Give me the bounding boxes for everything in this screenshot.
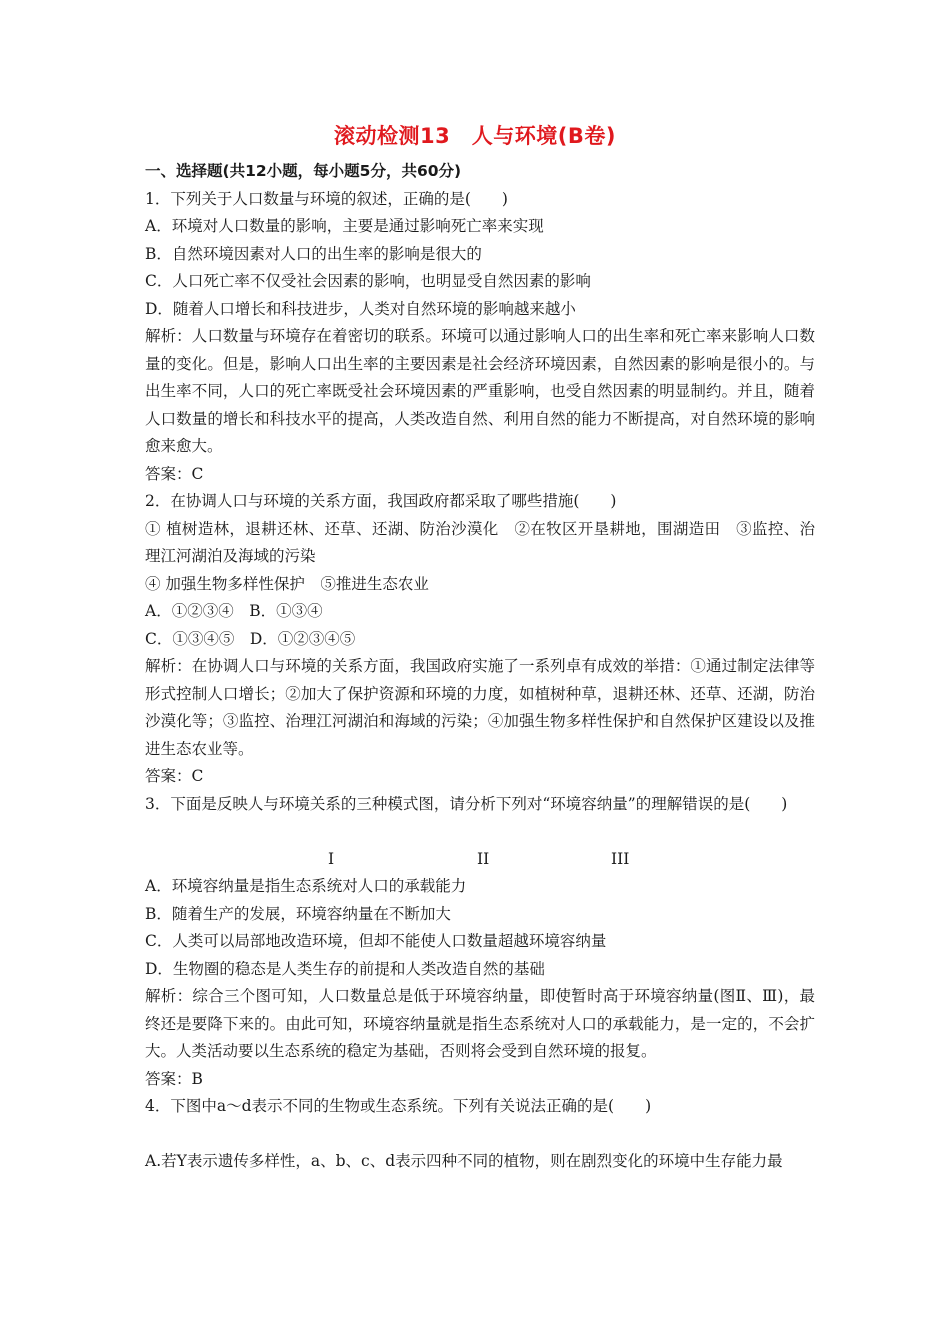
question-3-answer: 答案：B <box>145 1069 203 1088</box>
question-1-analysis: 解析：人口数量与环境存在着密切的联系。环境可以通过影响人口的出生率和死亡率来影响人口数量的变化。但是，影响人口出生率的主要因素是社会经济环境因素，自然因素的影响是很小的。与出生率不同，人口的死亡率既受社会环境因素的严重影响，也受自然因素的明显制约。并且，随着人口数量的增长和科技水平的提高，人类改造自然、利用自然的能力不断提高，对自然环境的影响愈来愈大。 <box>145 327 815 455</box>
question-2-option-cd: C．①③④⑤ D．①②③④⑤ <box>145 629 356 648</box>
question-3-stem: 3．下面是反映人与环境关系的三种模式图，请分析下列对“环境容纳量”的理解错误的是( ) <box>145 794 788 813</box>
question-4-stem: 4．下图中a～d表示不同的生物或生态系统。下列有关说法正确的是( ) <box>145 1097 652 1115</box>
question-1-answer: 答案：C <box>145 464 204 483</box>
page-title: 滚动检测13 人与环境(B卷) <box>334 124 616 148</box>
question-2-answer: 答案：C <box>145 767 204 785</box>
question-1-option-d: D．随着人口增长和科技进步，人类对自然环境的影响越来越小 <box>145 299 576 318</box>
question-3-option-d: D．生物圈的稳态是人类生存的前提和人类改造自然的基础 <box>145 959 545 978</box>
question-2-option-ab: A．①②③④ B．①③④ <box>145 602 323 620</box>
question-1-option-c: C．人口死亡率不仅受社会因素的影响，也明显受自然因素的影响 <box>145 272 591 290</box>
question-3-option-a: A．环境容纳量是指生态系统对人口的承载能力 <box>145 877 467 895</box>
question-4-option-a: A.若Y表示遗传多样性，a、b、c、d表示四种不同的植物，则在剧烈变化的环境中生存能力最 <box>145 1152 783 1170</box>
question-3-option-c: C．人类可以局部地改造环境，但却不能使人口数量超越环境容纳量 <box>145 932 607 950</box>
figure-labels-row <box>145 846 815 874</box>
figure-label-2: II <box>477 849 490 868</box>
question-2-stem: 2．在协调人口与环境的关系方面，我国政府都采取了哪些措施( ) <box>145 492 617 510</box>
question-3-analysis: 解析：综合三个图可知，人口数量总是低于环境容纳量，即使暂时高于环境容纳量(图Ⅱ、Ⅲ)，最终还是要降下来的。由此可知，环境容纳量就是指生态系统对人口的承载能力，是一定的，不会扩大。人类活动要以生态系统的稳定为基础，否则将会受到自然环境的报复。 <box>145 987 815 1060</box>
figure-label-1: I <box>328 849 335 868</box>
figure-space <box>145 1121 815 1149</box>
figure-label-3: III <box>611 849 630 868</box>
document-body <box>145 158 815 1176</box>
question-1-option-b: B．自然环境因素对人口的出生率的影响是很大的 <box>145 244 482 263</box>
section-heading: 一、选择题(共12小题，每小题5分，共60分) <box>145 162 462 180</box>
question-2-items-1: ① 植树造林，退耕还林、还草、还湖、防治沙漠化 ②在牧区开垦耕地，围湖造田 ③监控、治理江河湖泊及海域的污染 <box>145 519 815 565</box>
question-2-analysis: 解析：在协调人口与环境的关系方面，我国政府实施了一系列卓有成效的举措：①通过制定法律等形式控制人口增长；②加大了保护资源和环境的力度，如植树种草，退耕还林、还草、还湖，防治沙漠化等；③监控、治理江河湖泊和海域的污染；④加强生物多样性保护和自然保护区建设以及推进生态农业等。 <box>145 657 815 758</box>
question-2-items-2: ④ 加强生物多样性保护 ⑤推进生态农业 <box>145 574 429 593</box>
question-1-stem: 1．下列关于人口数量与环境的叙述，正确的是( ) <box>145 189 508 208</box>
question-1-option-a: A．环境对人口数量的影响，主要是通过影响死亡率来实现 <box>145 217 544 235</box>
question-3-option-b: B．随着生产的发展，环境容纳量在不断加大 <box>145 904 451 923</box>
